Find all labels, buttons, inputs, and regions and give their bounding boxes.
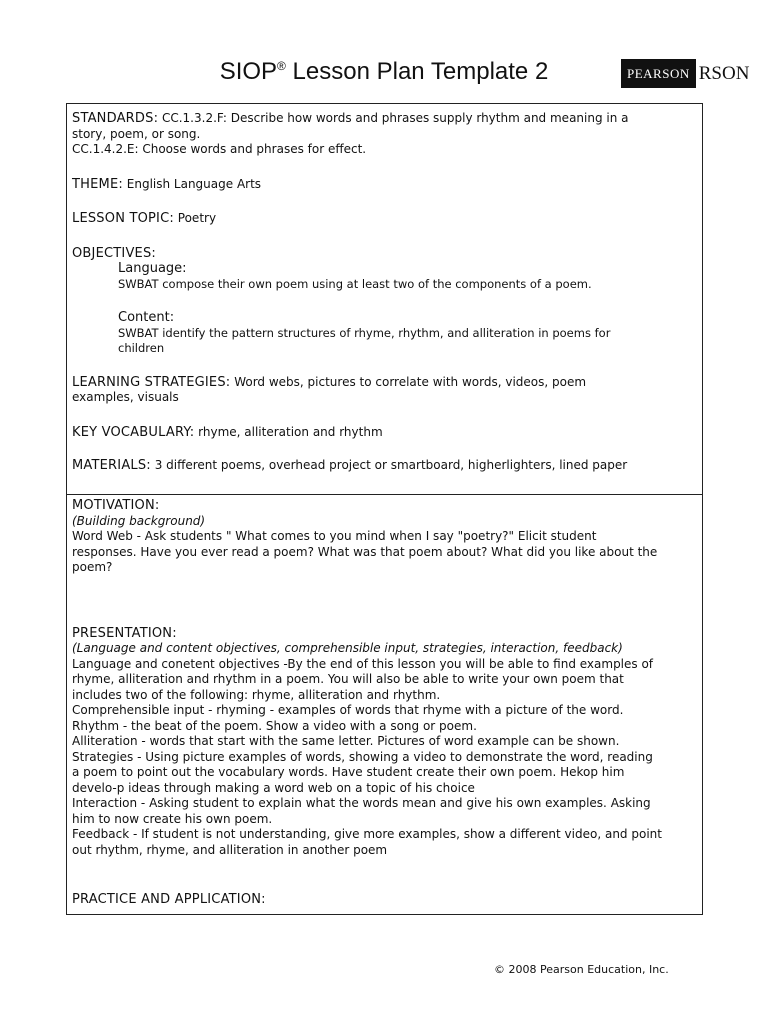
vocabulary-value: rhyme, alliteration and rhythm — [194, 424, 383, 439]
title-rest: Lesson Plan Template 2 — [285, 58, 549, 85]
theme-label: THEME: — [72, 176, 123, 192]
presentation-subtitle: (Language and content objectives, comprehensible input, strategies, interaction, feedback) — [72, 641, 623, 655]
pearson-logo — [621, 56, 750, 91]
materials-label: MATERIALS: — [72, 458, 151, 473]
presentation-line: Alliteration - words that start with the same letter. Pictures of word example can be shown. — [72, 734, 620, 748]
motivation-line: Word Web - Ask students " What comes to you mind when I say "poetry?" Elicit student — [72, 529, 597, 543]
presentation-line: him to now create his own poem. — [72, 811, 273, 826]
topic-label: LESSON TOPIC: — [72, 211, 174, 226]
practice-label: PRACTICE AND APPLICATION: — [72, 892, 266, 907]
content-line-2: children — [118, 341, 165, 355]
standards-line-1 — [72, 111, 696, 127]
topic-value: Poetry — [173, 211, 217, 225]
presentation-label: PRESENTATION: — [72, 625, 177, 641]
registered-mark: ® — [277, 59, 286, 73]
motivation-subtitle: (Building background) — [72, 513, 206, 528]
presentation-line: a poem to point out the vocabulary words. Have student create their own poem. Hekop him — [72, 765, 625, 779]
presentation-line: Interaction - Asking student to explain what the words mean and give his own examples. Asking — [72, 796, 651, 810]
materials-value: 3 different poems, overhead project or smartboard, higherlighters, lined paper — [150, 458, 628, 472]
presentation-line: Language and conetent objectives -By the end of this lesson you will be able to find examples of — [72, 656, 654, 671]
strategies-label: LEARNING STRATEGIES: — [72, 374, 231, 390]
presentation-line: Feedback - If student is not understanding, give more examples, show a different video, and point — [72, 827, 662, 841]
language-value: SWBAT compose their own poem using at least two of the components of a poem. — [118, 276, 592, 291]
vocabulary-label: KEY VOCABULARY: — [72, 424, 195, 440]
content-line-1: SWBAT identify the pattern structures of rhyme, rhythm, and alliteration in poems for — [118, 325, 611, 340]
materials-line — [72, 458, 696, 474]
strategies-line-1 — [72, 375, 696, 391]
logo-badge: PEARSON — [621, 59, 696, 88]
presentation-line: Rhythm - the beat of the poem. Show a video with a song or poem. — [72, 718, 477, 733]
strategies-line-2: examples, visuals — [72, 390, 179, 404]
theme-value: English Language Arts — [122, 176, 262, 191]
presentation-line: Comprehensible input - rhyming - examples of words that rhyme with a picture of the word. — [72, 703, 624, 717]
presentation-line: Strategies - Using picture examples of words, showing a video to demonstrate the word, reading — [72, 749, 653, 764]
presentation-line: out rhythm, rhyme, and alliteration in another poem — [72, 842, 388, 857]
objectives-label: OBJECTIVES: — [72, 245, 156, 261]
standards-line-3: CC.1.4.2.E: Choose words and phrases for effect. — [72, 142, 367, 156]
lesson-overview-box — [66, 103, 703, 495]
copyright-footer: © 2008 Pearson Education, Inc. — [494, 963, 669, 976]
strategies-text-1: Word webs, pictures to correlate with words, videos, poem — [230, 374, 587, 389]
title-main: SIOP — [219, 58, 278, 85]
presentation-line: rhyme, alliteration and rhythm in a poem. You will also be able to write your own poem that — [72, 672, 624, 686]
motivation-line: poem? — [72, 560, 113, 574]
motivation-line: responses. Have you ever read a poem? What was that poem about? What did you like about the — [72, 544, 658, 559]
content-label: Content: — [118, 310, 175, 325]
presentation-line: develo-p ideas through making a word web on a topic of his choice — [72, 780, 475, 795]
motivation-label: MOTIVATION: — [72, 498, 160, 513]
theme-line — [72, 177, 696, 193]
standards-label: STANDARDS: — [72, 111, 159, 126]
lesson-procedure-box — [66, 494, 703, 915]
logo-tail: RSON — [698, 62, 750, 84]
language-label: Language: — [118, 261, 187, 276]
standards-line-2: story, poem, or song. — [72, 126, 201, 141]
standards-text-1: CC.1.3.2.F: Describe how words and phrases supply rhythm and meaning in a — [158, 111, 629, 125]
vocabulary-line — [72, 425, 696, 441]
presentation-line: includes two of the following: rhyme, alliteration and rhythm. — [72, 687, 441, 702]
topic-line — [72, 211, 696, 227]
